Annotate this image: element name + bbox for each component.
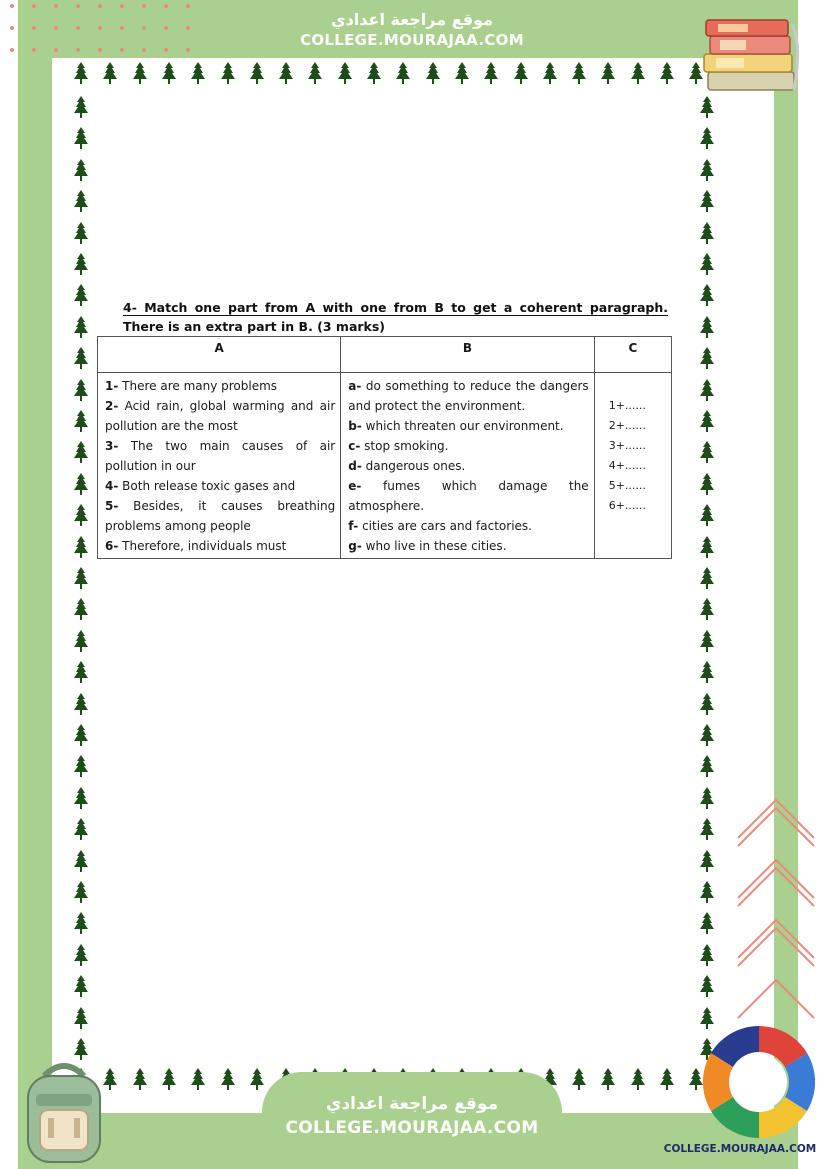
exercise-title-line2: There is an extra part in B. (3 marks) [123, 317, 385, 337]
tree-icon [631, 1068, 645, 1092]
dot [54, 26, 58, 30]
dot [32, 26, 36, 30]
column-b-item-text: cities are cars and factories. [358, 519, 532, 533]
column-a-cell [98, 373, 341, 559]
tree-icon [631, 62, 645, 86]
dot [120, 4, 124, 8]
tree-icon [103, 62, 117, 86]
column-b-item-number: f- [348, 519, 359, 533]
column-a-item [105, 436, 335, 476]
footer-banner [262, 1072, 562, 1169]
tree-icon [74, 598, 88, 622]
tree-icon [700, 347, 714, 371]
tree-icon [700, 379, 714, 403]
answer-slot[interactable]: 4+...... [608, 459, 646, 472]
column-c-cell[interactable] [594, 373, 671, 559]
column-a-item-text: Both release toxic gases and [118, 479, 296, 493]
tree-icon [700, 567, 714, 591]
column-b-item-number: b- [348, 419, 362, 433]
column-b-item-text: stop smoking. [360, 439, 449, 453]
column-a-item-text: Acid rain, global warming and air pollution are the most [105, 399, 336, 433]
tree-icon [250, 62, 264, 86]
column-a-item-text: There are many problems [118, 379, 278, 393]
tree-icon [700, 473, 714, 497]
dot [32, 4, 36, 8]
column-b-item-number: e- [348, 479, 362, 493]
column-b-item-text: which threaten our environment. [361, 419, 564, 433]
footer-site-url[interactable]: COLLEGE.MOURAJAA.COM [285, 1118, 539, 1138]
tree-icon [543, 62, 557, 86]
column-c-header: C [594, 337, 671, 373]
tree-icon [74, 630, 88, 654]
tree-icon [572, 62, 586, 86]
tree-icon [484, 62, 498, 86]
tree-icon [426, 62, 440, 86]
tree-icon [133, 62, 147, 86]
dot [120, 48, 124, 52]
answer-slot[interactable]: 5+...... [608, 479, 646, 492]
tree-icon [74, 62, 88, 86]
column-a-item [105, 496, 335, 536]
dot [142, 48, 146, 52]
tree-icon [700, 190, 714, 214]
column-b-item-text: dangerous ones. [361, 459, 466, 473]
column-a-item [105, 536, 335, 556]
tree-icon [74, 787, 88, 811]
tree-icon [700, 787, 714, 811]
tree-icon [700, 661, 714, 685]
answer-slot[interactable]: 6+...... [608, 499, 646, 512]
tree-icon [660, 62, 674, 86]
tree-icon [221, 1068, 235, 1092]
tree-icon [74, 222, 88, 246]
tree-icon [162, 1068, 176, 1092]
tree-icon [74, 661, 88, 685]
tree-icon [700, 818, 714, 842]
backpack-icon [14, 1058, 114, 1166]
tree-icon [700, 253, 714, 277]
tree-icon [74, 912, 88, 936]
tree-icon [700, 630, 714, 654]
tree-icon [601, 62, 615, 86]
column-b-item [348, 376, 588, 416]
dot [164, 48, 168, 52]
tree-icon [250, 1068, 264, 1092]
tree-icon [191, 62, 205, 86]
subjects-wheel-icon [694, 1020, 824, 1140]
tree-icon [74, 755, 88, 779]
footer-site-name: موقع مراجعة اعدادي [325, 1094, 499, 1114]
tree-icon [700, 127, 714, 151]
logo-label[interactable]: COLLEGE.MOURAJAA.COM [663, 1143, 817, 1155]
column-a-item [105, 396, 335, 436]
tree-icon [700, 724, 714, 748]
worksheet-page [52, 58, 774, 1113]
dot [164, 26, 168, 30]
tree-icon [601, 1068, 615, 1092]
tree-icon [700, 222, 714, 246]
tree-icon [74, 850, 88, 874]
tree-icon [700, 693, 714, 717]
tree-icon [74, 504, 88, 528]
dot [76, 48, 80, 52]
dot [54, 4, 58, 8]
tree-icon [700, 159, 714, 183]
chevrons-icon [732, 790, 822, 1030]
dot [10, 26, 14, 30]
column-a-header: A [98, 337, 341, 373]
tree-icon [700, 912, 714, 936]
tree-icon [74, 96, 88, 120]
column-a-item-text: The two main causes of air pollution in our [105, 439, 336, 473]
column-b-item [348, 456, 588, 476]
column-b-header: B [341, 337, 594, 373]
tree-icon [74, 724, 88, 748]
dot [32, 48, 36, 52]
tree-icon [74, 253, 88, 277]
tree-icon [74, 975, 88, 999]
dot [142, 26, 146, 30]
tree-icon [572, 1068, 586, 1092]
decorative-dots [8, 0, 208, 55]
tree-icon [74, 190, 88, 214]
tree-icon [74, 441, 88, 465]
dot [186, 26, 190, 30]
column-a-item [105, 376, 335, 396]
tree-icon [700, 316, 714, 340]
column-a-item-number: 4- [105, 479, 119, 493]
tree-icon [74, 1007, 88, 1031]
column-b-item [348, 516, 588, 536]
tree-icon [338, 62, 352, 86]
tree-icon [74, 410, 88, 434]
column-a-item [105, 476, 335, 496]
tree-icon [700, 944, 714, 968]
tree-icon [700, 284, 714, 308]
column-a-item-number: 6- [105, 539, 119, 553]
tree-icon [221, 62, 235, 86]
dot [98, 4, 102, 8]
tree-icon [700, 598, 714, 622]
tree-icon [74, 127, 88, 151]
tree-icon [191, 1068, 205, 1092]
tree-icon [74, 881, 88, 905]
tree-icon [514, 62, 528, 86]
tree-icon [700, 536, 714, 560]
column-b-item-number: c- [348, 439, 361, 453]
column-a-item-number: 3- [105, 439, 119, 453]
column-b-item [348, 536, 588, 556]
header-site-url[interactable]: COLLEGE.MOURAJAA.COM [300, 31, 524, 49]
column-b-item [348, 416, 588, 436]
dot [186, 4, 190, 8]
tree-icon [74, 316, 88, 340]
column-b-item-text: who live in these cities. [361, 539, 507, 553]
answer-slot[interactable]: 1+...... [608, 399, 646, 412]
tree-icon [308, 62, 322, 86]
tree-icon [455, 62, 469, 86]
tree-icon [700, 850, 714, 874]
answer-slot[interactable]: 2+...... [608, 419, 646, 432]
column-a-item-number: 5- [105, 499, 119, 513]
tree-icon [700, 755, 714, 779]
dot [10, 48, 14, 52]
column-b-cell [341, 373, 594, 559]
tree-icon [74, 347, 88, 371]
tree-icon [74, 944, 88, 968]
tree-icon [660, 1068, 674, 1092]
dot [120, 26, 124, 30]
dot [142, 4, 146, 8]
tree-icon [74, 818, 88, 842]
tree-icon [162, 62, 176, 86]
tree-icon [700, 410, 714, 434]
tree-icon [74, 473, 88, 497]
tree-icon [74, 693, 88, 717]
column-a-item-number: 1- [105, 379, 119, 393]
tree-icon [700, 96, 714, 120]
tree-icon [279, 62, 293, 86]
matching-table [97, 336, 672, 559]
column-b-item [348, 476, 588, 516]
dot [76, 26, 80, 30]
column-b-item-text: do something to reduce the dangers and protect the environment. [348, 379, 589, 413]
header-banner [262, 0, 562, 62]
header-site-name: موقع مراجعة اعدادي [330, 10, 494, 29]
column-a-item-text: Besides, it causes breathing problems among people [105, 499, 336, 533]
exercise-title [123, 298, 668, 337]
tree-icon [133, 1068, 147, 1092]
tree-icon [74, 379, 88, 403]
tree-icon [700, 975, 714, 999]
column-b-item-number: g- [348, 539, 362, 553]
dot [54, 48, 58, 52]
tree-icon [74, 284, 88, 308]
column-b-item-text: fumes which damage the atmosphere. [348, 479, 589, 513]
column-a-item-number: 2- [105, 399, 119, 413]
dot [10, 4, 14, 8]
dot [76, 4, 80, 8]
tree-icon [396, 62, 410, 86]
tree-icon [700, 441, 714, 465]
dot [186, 48, 190, 52]
tree-icon [74, 536, 88, 560]
column-a-item-text: Therefore, individuals must [118, 539, 287, 553]
tree-icon [367, 62, 381, 86]
dot [98, 26, 102, 30]
dot [98, 48, 102, 52]
column-b-item-number: d- [348, 459, 362, 473]
column-b-item [348, 436, 588, 456]
tree-icon [700, 504, 714, 528]
exercise-title-line1: 4- Match one part from A with one from B to get a coherent paragraph. [123, 300, 668, 315]
answer-slot[interactable]: 3+...... [608, 439, 646, 452]
tree-icon [74, 159, 88, 183]
tree-icon [700, 881, 714, 905]
column-b-item-number: a- [348, 379, 362, 393]
tree-icon [74, 567, 88, 591]
books-icon [700, 14, 804, 98]
dot [164, 4, 168, 8]
